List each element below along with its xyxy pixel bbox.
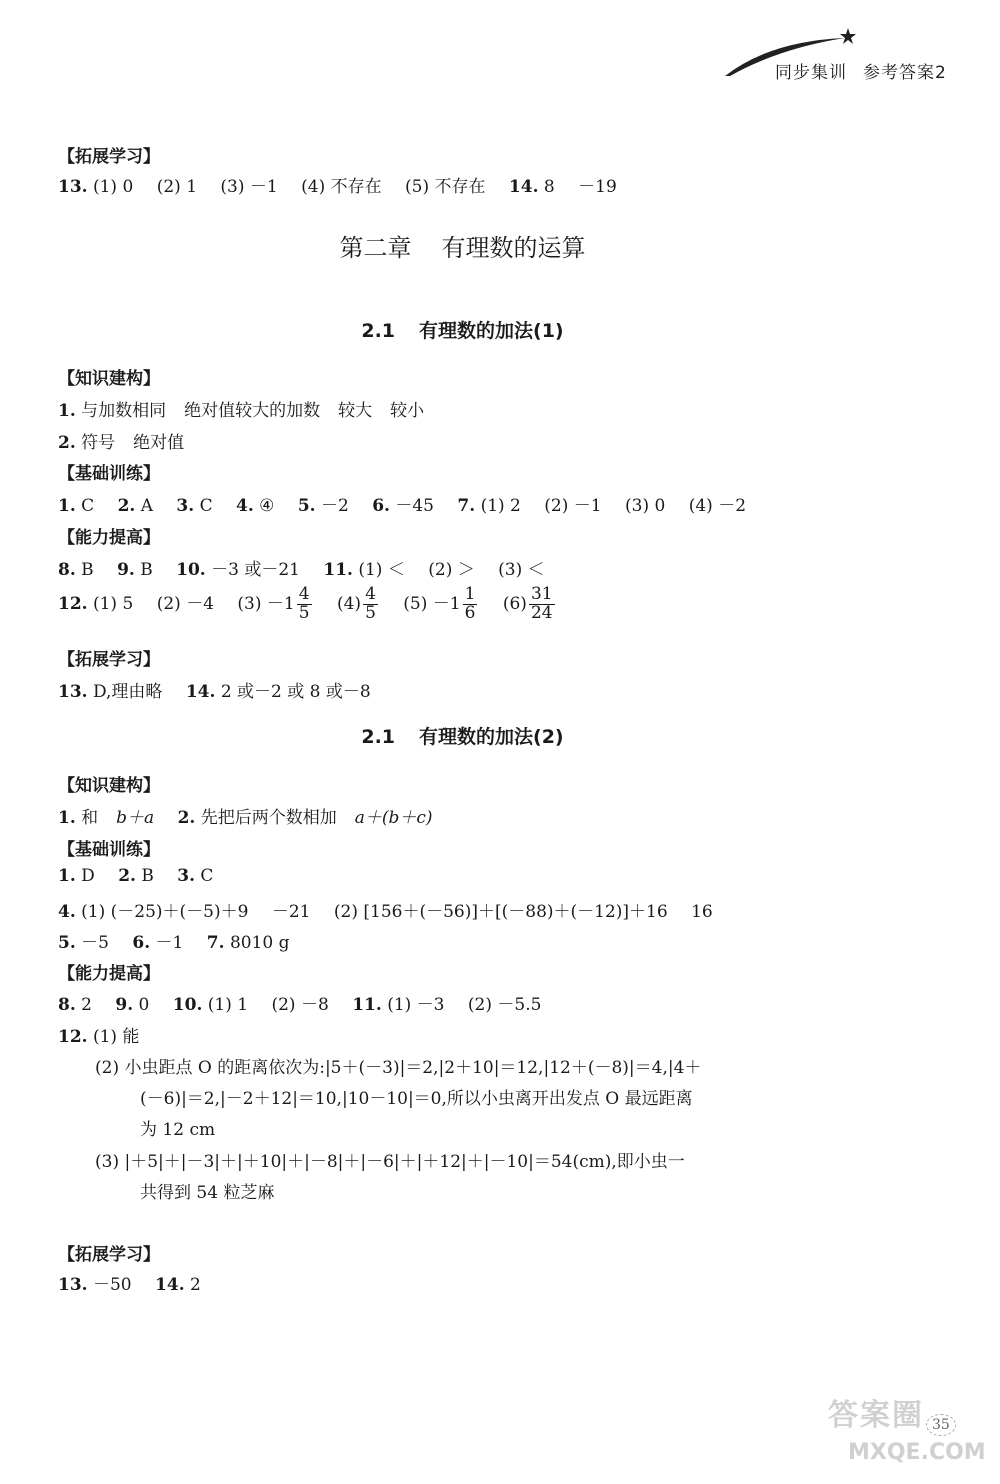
- watermark-logo: 答案圈: [828, 1398, 924, 1433]
- watermark-url: MXQE.COM: [848, 1440, 986, 1465]
- sec1-ability-answers-1: 8. B 9. B 10. －3 或－21 11. (1) ＜ (2) ＞ (3) ＜: [58, 560, 545, 580]
- fraction: $\frac{4}{5}$: [365, 584, 376, 623]
- top-extension-answers: 13. (1) 0 (2) 1 (3) －1 (4) 不存在 (5) 不存在 14. 8 －19: [58, 177, 617, 197]
- sec2-knowledge-title: 【知识建构】: [58, 776, 160, 796]
- sec2-basic-title: 【基础训练】: [58, 840, 160, 860]
- sec2-ability-title: 【能力提高】: [58, 964, 160, 984]
- sec2-basic-answers-3: 5. －5 6. －1 7. 8010 g: [58, 933, 290, 953]
- header-label: 参考答案2: [863, 63, 947, 83]
- sec2-extension-answers: 13. －50 14. 2: [58, 1275, 201, 1295]
- subsection-title-1: 2.1 有理数的加法(1): [361, 320, 564, 342]
- sec1-knowledge-2: 2. 符号 绝对值: [58, 433, 185, 453]
- sec1-basic-title: 【基础训练】: [58, 464, 160, 484]
- subsection-title-2: 2.1 有理数的加法(2): [361, 726, 564, 748]
- sec1-basic-answers: 1. C 2. A 3. C 4. ④ 5. －2 6. －45 7. (1) 2 (2) －1 (3) 0 (4) －2: [58, 496, 747, 516]
- sec1-extension-answers: 13. D,理由略 14. 2 或－2 或 8 或－8: [58, 682, 371, 702]
- sec2-ability-answers-2: 12. (1) 能: [58, 1027, 140, 1047]
- sec2-ability-12-2-line3: 为 12 cm: [140, 1120, 216, 1140]
- sec2-basic-answers-1: 1. D 2. B 3. C: [58, 866, 214, 886]
- sec1-ability-answers-2: 12. (1) 5 (2) －4 (3) －1 $\frac{4}{5}$ (4) $\frac{4}{5}$ (5) －1 $\frac{1}{6}$ (6) $\frac{31}{24}$: [58, 584, 553, 623]
- sec2-ability-12-3-line1: (3) |＋5|＋|－3|＋|＋10|＋|－8|＋|－6|＋|＋12|＋|－10|＝54(cm),即小虫一: [95, 1152, 685, 1172]
- sec1-knowledge-title: 【知识建构】: [58, 369, 160, 389]
- sec2-basic-answers-2: 4. (1) (－25)＋(－5)＋9 －21 (2) [156＋(－56)]＋[(－88)＋(－12)]＋16 16: [58, 902, 713, 922]
- sec2-extension-title: 【拓展学习】: [58, 1245, 160, 1265]
- sec2-ability-12-3-line2: 共得到 54 粒芝麻: [140, 1183, 275, 1203]
- fraction: $\frac{4}{5}$: [298, 584, 310, 623]
- header-series: 同步集训: [775, 63, 847, 83]
- fraction: $\frac{1}{6}$: [464, 584, 476, 623]
- sec2-ability-12-2-line2: (－6)|＝2,|－2＋12|＝10,|10－10|＝0,所以小虫离开出发点 O 最远距离: [140, 1089, 693, 1109]
- chapter-title: 第二章 有理数的运算: [339, 234, 586, 262]
- star-icon: [840, 28, 856, 44]
- sec2-ability-12-2-line1: (2) 小虫距点 O 的距离依次为:|5＋(－3)|＝2,|2＋10|＝12,|12＋(－8)|＝4,|4＋: [95, 1058, 702, 1078]
- section-title-top-extension: 【拓展学习】: [58, 147, 160, 167]
- fraction: $\frac{31}{24}$: [530, 584, 553, 623]
- sec1-ability-title: 【能力提高】: [58, 528, 160, 548]
- sec2-ability-answers-1: 8. 2 9. 0 10. (1) 1 (2) －8 11. (1) －3 (2) －5.5: [58, 995, 542, 1015]
- sec2-knowledge-1: 1. 和 b＋a 2. 先把后两个数相加 a＋(b＋c): [58, 808, 433, 828]
- page-header: [775, 58, 963, 83]
- sec1-extension-title: 【拓展学习】: [58, 650, 160, 670]
- page-number: 35: [926, 1414, 956, 1436]
- sec1-knowledge-1: 1. 与加数相同 绝对值较大的加数 较大 较小: [58, 401, 425, 421]
